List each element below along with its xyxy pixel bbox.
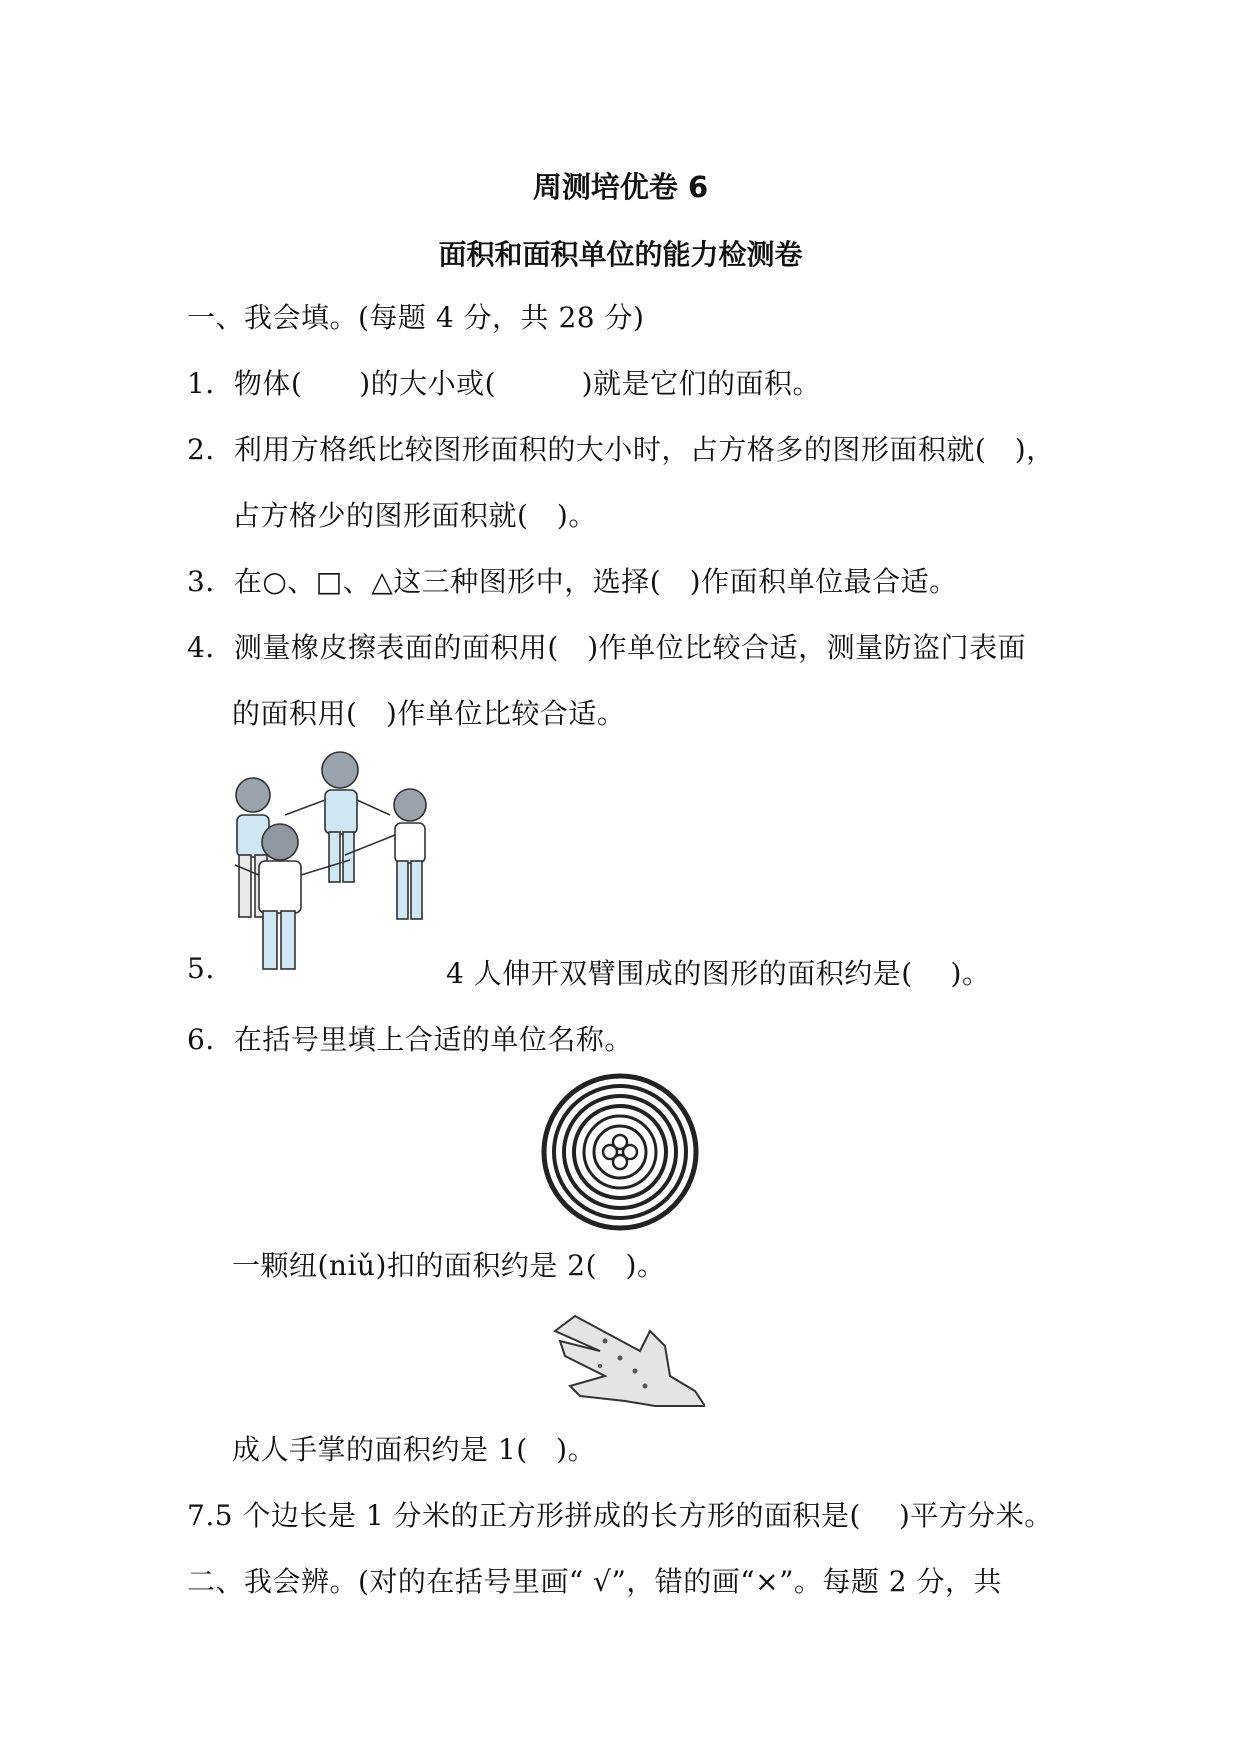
question-5-text: 4 人伸开双臂围成的图形的面积约是( )。	[446, 957, 991, 990]
question-4-line1: 4．测量橡皮擦表面的面积用( )作单位比较合适，测量防盗门表面	[187, 631, 1027, 664]
page-subtitle: 面积和面积单位的能力检测卷	[438, 238, 803, 271]
question-6-hand: 成人手掌的面积约是 1( )。	[232, 1433, 597, 1466]
children-holding-hands-illustration	[225, 740, 450, 980]
question-2-line2: 占方格少的图形面积就( )。	[232, 499, 597, 532]
question-7: 7.5 个边长是 1 分米的正方形拼成的长方形的面积是( )平方分米。	[187, 1499, 1053, 1532]
question-5-number: 5.	[187, 952, 215, 985]
question-3: 3．在○、□、△这三种图形中，选择( )作面积单位最合适。	[187, 565, 958, 598]
question-6-heading: 6．在括号里填上合适的单位名称。	[187, 1023, 633, 1056]
question-6-button: 一颗纽(niǔ)扣的面积约是 2( )。	[232, 1249, 666, 1282]
button-illustration	[540, 1072, 700, 1232]
question-2-line1: 2．利用方格纸比较图形面积的大小时，占方格多的图形面积就( )，	[187, 433, 1055, 466]
section1-heading: 一、我会填。(每题 4 分，共 28 分)	[187, 301, 645, 334]
question-4-line2: 的面积用( )作单位比较合适。	[232, 697, 626, 730]
page-title: 周测培优卷 6	[532, 170, 709, 204]
hand-palm-illustration	[545, 1296, 705, 1416]
question-1: 1．物体( )的大小或( )就是它们的面积。	[187, 367, 822, 400]
section2-heading: 二、我会辨。(对的在括号里画“ √”，错的画“×”。每题 2 分，共	[187, 1565, 1003, 1598]
